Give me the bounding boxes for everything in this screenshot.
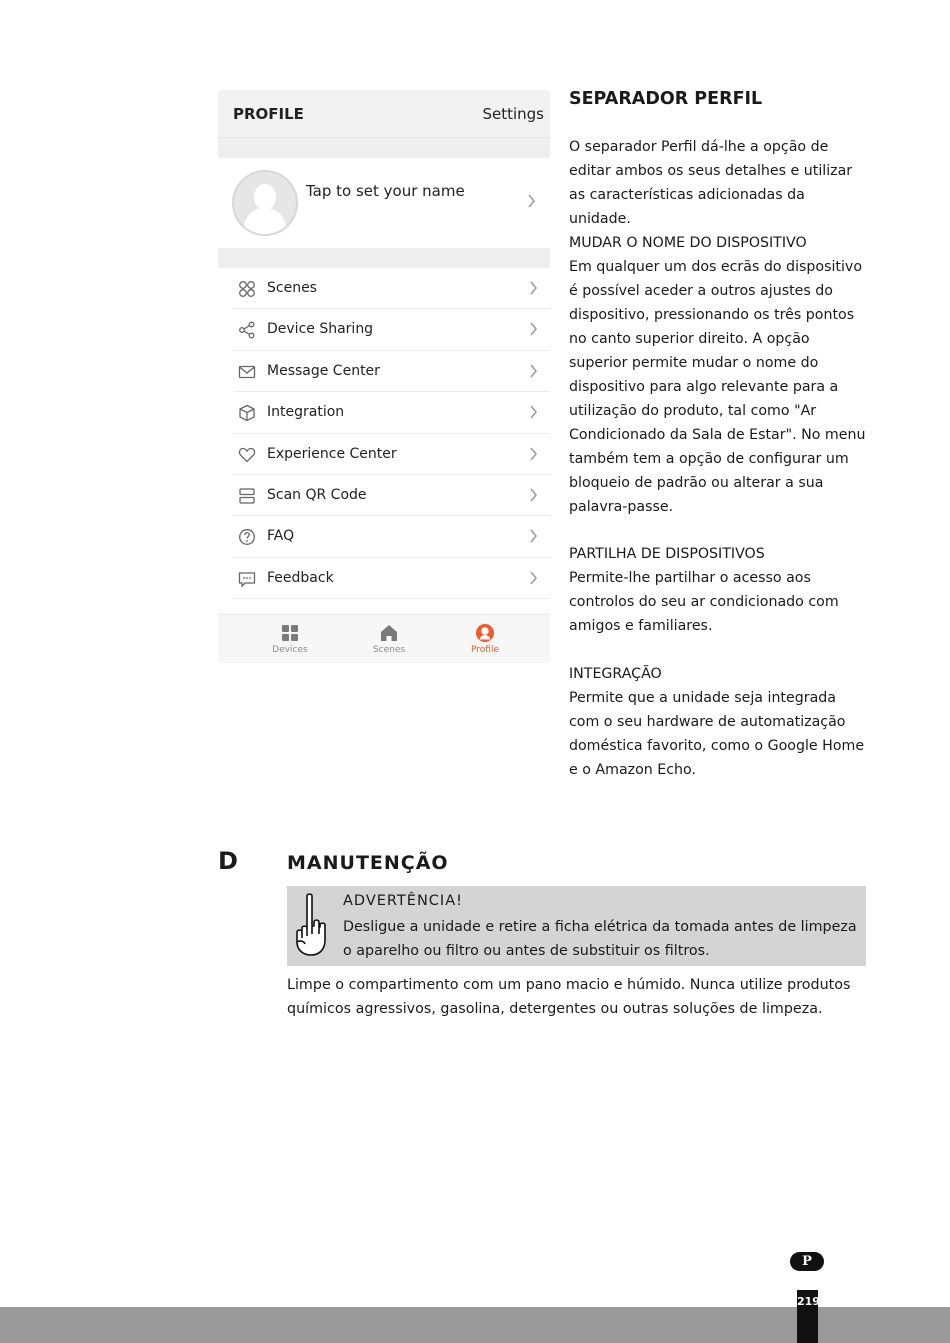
profile-section-title: SEPARADOR PERFIL: [569, 89, 763, 109]
settings-button[interactable]: Settings: [482, 105, 544, 123]
chevron-right-icon: [529, 405, 538, 419]
section-letter: D: [218, 847, 238, 875]
chevron-right-icon: [529, 571, 538, 585]
page-number: 219: [797, 1295, 820, 1308]
sharing-text: Permite-lhe partilhar o acesso aos controlos do seu ar condicionado com amigos e familiares.: [569, 570, 839, 634]
chevron-right-icon: [529, 364, 538, 378]
maintenance-title: MANUTENÇÃO: [287, 852, 449, 874]
bottom-tab-bar: [218, 614, 550, 663]
tab-devices[interactable]: [250, 623, 330, 655]
heart-icon: [238, 446, 256, 464]
chat-icon: [238, 570, 256, 588]
separator-band: [218, 138, 550, 158]
rename-text: Em qualquer um dos ecrãs do dispositivo é possível aceder a outros ajustes do dispositivo, pressionando os três pontos no canto superior direito. A opção superior permite mudar o nome do dispositivo para algo relevante para a utilização do produto, tal como "Ar Condicionado da Sala de Estar". No menu também tem a opção de configurar um bloqueio de padrão ou alterar a sua palavra-passe.: [569, 259, 866, 515]
app-header-title: PROFILE: [233, 105, 304, 123]
menu-item-label: Integration: [267, 404, 345, 421]
app-screenshot: [218, 90, 550, 663]
menu-item-label: Scenes: [267, 280, 317, 296]
menu-item-device-sharing[interactable]: [233, 309, 550, 350]
menu-item-integration[interactable]: [233, 392, 550, 433]
tab-profile[interactable]: [445, 623, 525, 655]
pointing-hand-icon: [293, 892, 327, 958]
tab-label: Devices: [272, 645, 308, 655]
tab-label: Scenes: [372, 645, 406, 655]
chevron-right-icon: [529, 488, 538, 502]
warning-box: [287, 886, 866, 966]
chevron-right-icon: [529, 447, 538, 461]
grid-icon: [280, 623, 300, 643]
envelope-icon: [238, 363, 256, 381]
menu-item-label: Message Center: [267, 362, 380, 379]
profile-intro-text: O separador Perfil dá-lhe a opção de editar ambos os seus detalhes e utilizar as características adicionadas da unidade.: [569, 139, 853, 227]
tab-scenes[interactable]: [349, 623, 429, 655]
question-icon: [238, 528, 256, 546]
menu-item-faq[interactable]: [233, 516, 550, 557]
warning-title: ADVERTÊNCIA!: [343, 893, 463, 909]
user-name-row[interactable]: [218, 158, 550, 248]
share-icon: [238, 321, 256, 339]
app-header: [218, 90, 550, 138]
menu-item-experience-center[interactable]: [233, 434, 550, 475]
menu-item-label: Feedback: [267, 569, 334, 586]
sharing-heading: PARTILHA DE DISPOSITIVOS: [569, 546, 765, 562]
chevron-right-icon: [527, 194, 536, 208]
menu-item-label: Scan QR Code: [267, 486, 367, 503]
language-badge: P: [790, 1252, 824, 1271]
cube-icon: [238, 404, 256, 422]
tab-label: Profile: [471, 645, 499, 655]
menu-item-feedback[interactable]: [233, 558, 550, 599]
menu-item-label: Experience Center: [267, 445, 397, 462]
chevron-right-icon: [529, 322, 538, 336]
integration-heading: INTEGRAÇÃO: [569, 666, 662, 682]
avatar: [232, 170, 298, 236]
home-icon: [379, 623, 399, 643]
menu-item-scenes[interactable]: [233, 268, 550, 309]
integration-text: Permite que a unidade seja integrada com o seu hardware de automatização doméstica favorito, como o Google Home e o Amazon Echo.: [569, 690, 865, 778]
chevron-right-icon: [529, 529, 538, 543]
maintenance-text: Limpe o compartimento com um pano macio e húmido. Nunca utilize produtos químicos agressivos, gasolina, detergentes ou outras soluções de limpeza.: [287, 977, 851, 1017]
menu-item-label: FAQ: [267, 528, 295, 545]
separator-band: [218, 248, 550, 268]
profile-icon: [475, 623, 495, 643]
profile-menu: [218, 268, 550, 599]
warning-text: Desligue a unidade e retire a ficha elétrica da tomada antes de limpeza o aparelho ou filtro ou antes de substituir os filtros.: [343, 919, 857, 959]
menu-item-label: Device Sharing: [267, 321, 374, 338]
username-prompt: Tap to set your name: [306, 182, 465, 200]
menu-item-scan-qr-code[interactable]: [233, 475, 550, 516]
menu-item-message-center[interactable]: [233, 351, 550, 392]
scenes-icon: [238, 280, 256, 298]
scan-icon: [238, 487, 256, 505]
rename-heading: MUDAR O NOME DO DISPOSITIVO: [569, 235, 807, 251]
chevron-right-icon: [529, 281, 538, 295]
